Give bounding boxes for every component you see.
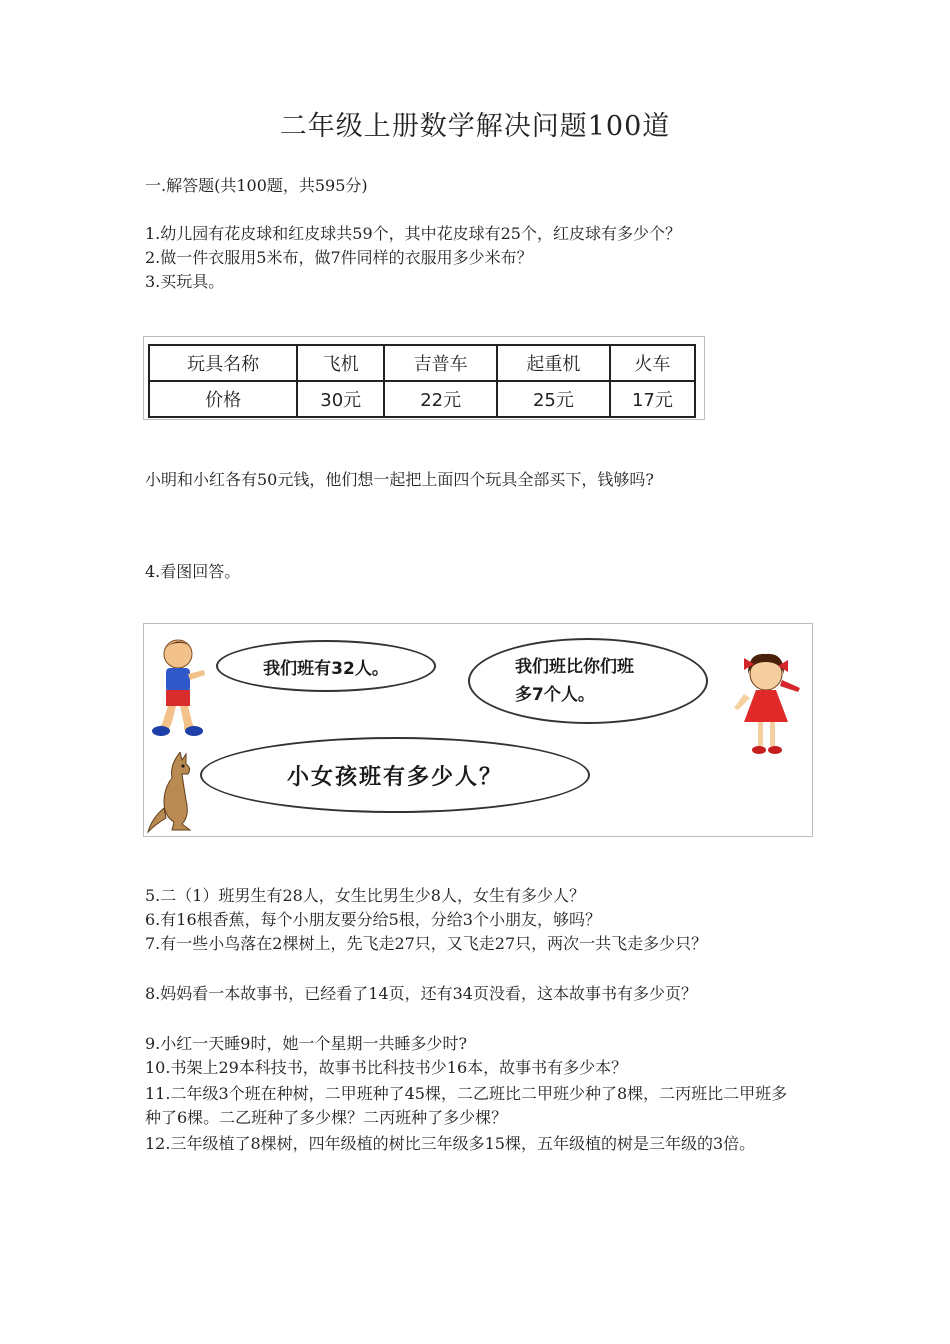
boy-speech-bubble [216,640,436,692]
question-8: 8.妈妈看一本故事书，已经看了14页，还有34页没看，这本故事书有多少页？ [145,984,697,1003]
question-3-text: 小明和小红各有50元钱，他们想一起把上面四个玩具全部买下，钱够吗? [145,470,654,489]
table-row [149,381,695,417]
question-3: 3.买玩具。 [145,272,225,291]
question-10: 10.书架上29本科技书，故事书比科技书少16本，故事书有多少本？ [145,1058,628,1077]
question-12: 12.三年级植了8棵树，四年级植的树比三年级多15棵，五年级植的树是三年级的3倍。 [145,1134,756,1153]
girl-figure [730,646,804,762]
section-heading: 一.解答题(共100题，共595分) [145,176,368,195]
boy-speech-text: 我们班有32人。 [263,658,389,679]
question-2: 2.做一件衣服用5米布，做7件同样的衣服用多少米布？ [145,248,533,267]
table-cell: 17元 [610,381,695,417]
question-speech-bubble [200,737,590,813]
question-1: 1.幼儿园有花皮球和红皮球共59个，其中花皮球有25个，红皮球有多少个？ [145,224,681,243]
toy-price-table [148,344,696,418]
dialogue-picture [143,623,813,837]
toy-price-table-frame [143,336,705,420]
girl-speech-bubble [468,638,708,724]
table-cell: 22元 [384,381,497,417]
page-title: 二年级上册数学解决问题100道 [279,111,671,142]
table-cell: 25元 [497,381,610,417]
table-cell: 火车 [610,345,695,381]
question-11: 11.二年级3个班在种树，二甲班种了45棵，二乙班比二甲班少种了8棵，二丙班比二甲班多种了6棵。二乙班种了多少棵？二丙班种了多少棵？ [145,1084,788,1127]
table-cell: 起重机 [497,345,610,381]
question-5: 5.二（1）班男生有28人，女生比男生少8人，女生有多少人？ [145,886,585,905]
table-cell: 价格 [149,381,297,417]
question-speech-text: 小女孩班有多少人？ [286,764,503,790]
table-header-row [149,345,695,381]
table-cell: 吉普车 [384,345,497,381]
table-cell: 飞机 [297,345,384,381]
question-9: 9.小红一天睡9时，她一个星期一共睡多少时? [145,1034,468,1053]
kangaroo-figure [146,752,198,834]
table-cell: 30元 [297,381,384,417]
question-4: 4.看图回答。 [145,562,241,581]
table-cell: 玩具名称 [149,345,297,381]
question-7: 7.有一些小鸟落在2棵树上，先飞走27只，又飞走27只，两次一共飞走多少只？ [145,934,708,953]
girl-speech-line-1: 我们班比你们班 [515,657,634,677]
girl-speech-line-2: 多7个人。 [515,685,595,705]
question-6: 6.有16根香蕉，每个小朋友要分给5根，分给3个小朋友，够吗？ [145,910,601,929]
boy-figure [148,634,208,738]
